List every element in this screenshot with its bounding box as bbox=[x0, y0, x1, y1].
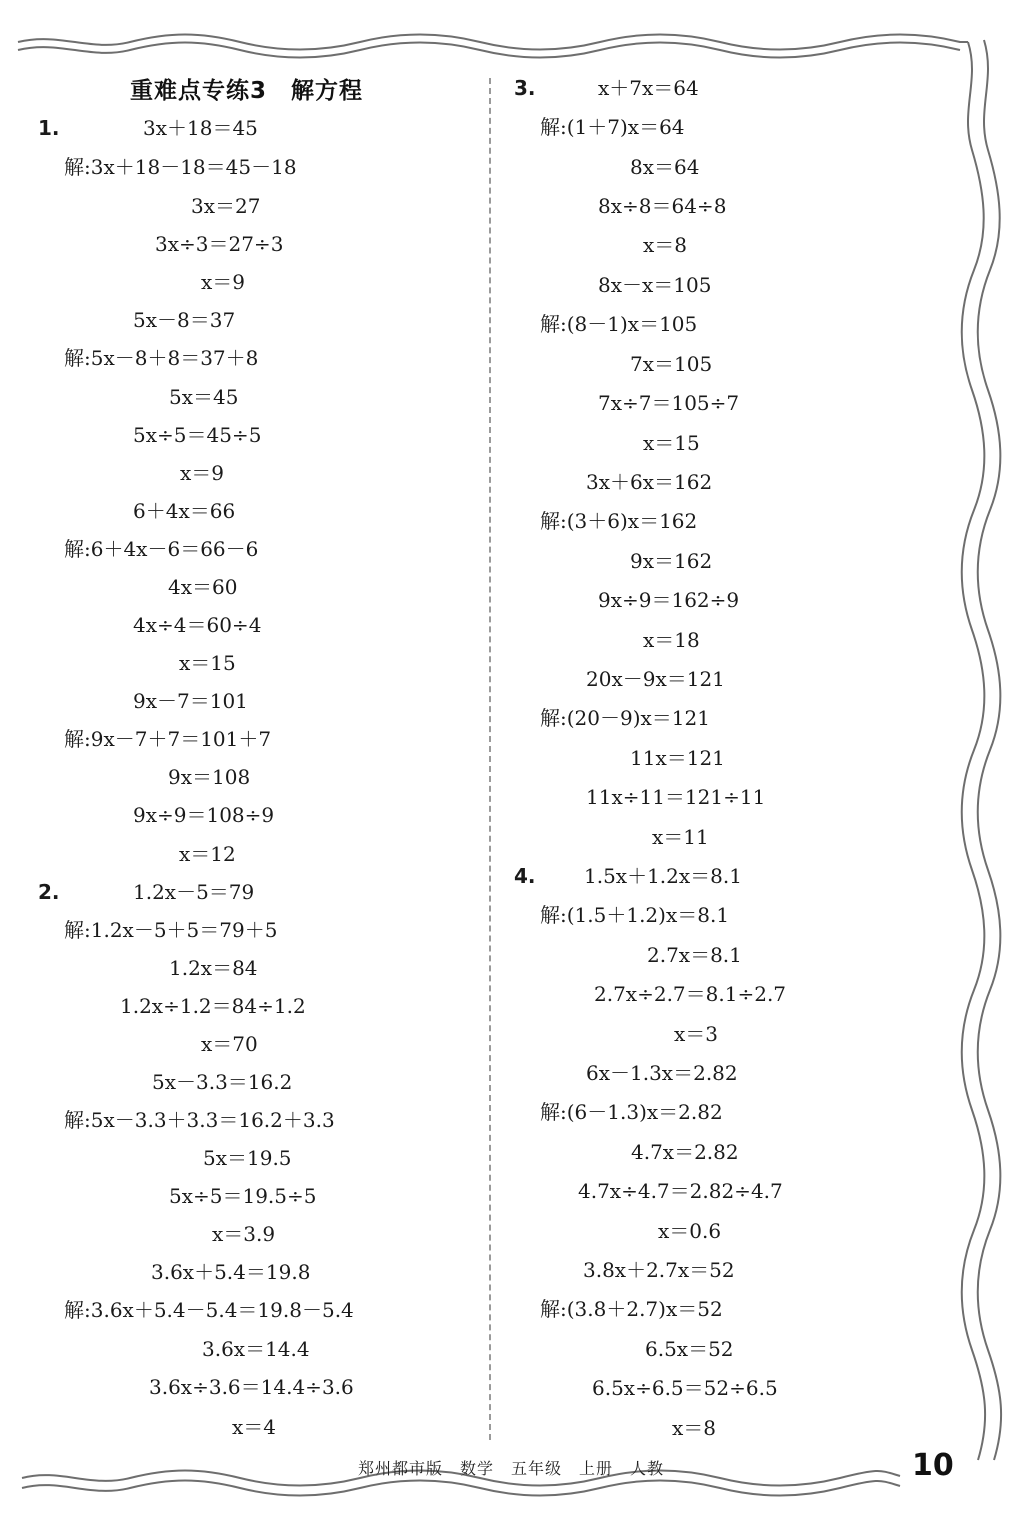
equation-line: x＝15 bbox=[643, 431, 700, 455]
equation-line: x＝12 bbox=[179, 842, 236, 866]
equation-line: 解:3.6x＋5.4－5.4＝19.8－5.4 bbox=[64, 1298, 354, 1322]
equation-line: 1.2x－5＝79 bbox=[133, 880, 255, 904]
equation-line: 解:(3＋6)x＝162 bbox=[540, 509, 698, 533]
page-number: 10 bbox=[912, 1448, 954, 1483]
equation-line: 4.7x÷4.7＝2.82÷4.7 bbox=[578, 1179, 783, 1203]
equation-line: 解:5x－3.3＋3.3＝16.2＋3.3 bbox=[64, 1108, 335, 1132]
equation-line: 5x＝19.5 bbox=[203, 1146, 292, 1170]
equation-line: x＝8 bbox=[672, 1416, 717, 1440]
equation-line: 6.5x＝52 bbox=[645, 1337, 734, 1361]
equation-line: x＝15 bbox=[179, 651, 236, 675]
equation-line: 5x－8＝37 bbox=[133, 308, 236, 332]
equation-line: 9x＝162 bbox=[630, 549, 713, 573]
equation-line: x＝9 bbox=[180, 461, 225, 485]
equation-line: 3x＋18＝45 bbox=[143, 116, 258, 140]
equation-line: 1.2x÷1.2＝84÷1.2 bbox=[120, 994, 306, 1018]
problem-number: 3. bbox=[514, 76, 536, 100]
equation-line: 9x＝108 bbox=[168, 765, 251, 789]
equation-line: 3.6x÷3.6＝14.4÷3.6 bbox=[149, 1375, 354, 1399]
equation-line: 9x÷9＝108÷9 bbox=[133, 803, 275, 827]
equation-line: 8x＝64 bbox=[630, 155, 700, 179]
equation-line: x＝9 bbox=[201, 270, 246, 294]
equation-line: x＝8 bbox=[643, 233, 688, 257]
equation-line: 2.7x＝8.1 bbox=[647, 943, 742, 967]
equation-line: 4x÷4＝60÷4 bbox=[133, 613, 262, 637]
equation-line: 6x－1.3x＝2.82 bbox=[586, 1061, 738, 1085]
equation-line: 6.5x÷6.5＝52÷6.5 bbox=[592, 1376, 778, 1400]
equation-line: 6＋4x＝66 bbox=[133, 499, 236, 523]
equation-line: x＋7x＝64 bbox=[598, 76, 699, 100]
footer-edition: 郑州都市版 数学 五年级 上册 人教 bbox=[357, 1459, 664, 1478]
equation-line: 解:(6－1.3)x＝2.82 bbox=[540, 1100, 723, 1124]
equation-line: x＝3 bbox=[674, 1022, 719, 1046]
equation-line: 5x＝45 bbox=[169, 385, 239, 409]
equation-line: 9x÷9＝162÷9 bbox=[598, 588, 740, 612]
problem-number: 2. bbox=[38, 880, 60, 904]
equation-line: 解:(20－9)x＝121 bbox=[540, 706, 710, 730]
equation-line: 解:(8－1)x＝105 bbox=[540, 312, 698, 336]
equation-line: 8x－x＝105 bbox=[598, 273, 712, 297]
equation-line: 20x－9x＝121 bbox=[586, 667, 725, 691]
equation-line: 3x÷3＝27÷3 bbox=[155, 232, 284, 256]
equation-line: 3.8x＋2.7x＝52 bbox=[583, 1258, 735, 1282]
equation-line: x＝3.9 bbox=[212, 1222, 276, 1246]
equation-line: 5x÷5＝19.5÷5 bbox=[169, 1184, 317, 1208]
equation-line: 11x＝121 bbox=[630, 746, 725, 770]
equation-line: 3.6x＋5.4＝19.8 bbox=[151, 1260, 311, 1284]
equation-line: 解:1.2x－5＋5＝79＋5 bbox=[64, 918, 278, 942]
equation-line: 7x＝105 bbox=[630, 352, 713, 376]
equation-line: 解:6＋4x－6＝66－6 bbox=[64, 537, 259, 561]
equation-line: 3x＋6x＝162 bbox=[586, 470, 713, 494]
equation-line: 解:5x－8＋8＝37＋8 bbox=[64, 346, 259, 370]
equation-line: x＝0.6 bbox=[658, 1219, 722, 1243]
equation-line: 5x－3.3＝16.2 bbox=[152, 1070, 293, 1094]
equation-line: 4x＝60 bbox=[168, 575, 238, 599]
equation-line: 4.7x＝2.82 bbox=[631, 1140, 739, 1164]
problem-number: 1. bbox=[38, 116, 60, 140]
problem-number: 4. bbox=[514, 864, 536, 888]
equation-line: x＝18 bbox=[643, 628, 700, 652]
equation-line: x＝70 bbox=[201, 1032, 258, 1056]
equation-line: 解:(3.8＋2.7)x＝52 bbox=[540, 1297, 723, 1321]
column-divider bbox=[489, 78, 491, 1440]
equation-line: 5x÷5＝45÷5 bbox=[133, 423, 262, 447]
equation-line: x＝11 bbox=[652, 825, 709, 849]
equation-line: 9x－7＝101 bbox=[133, 689, 248, 713]
equation-line: 3.6x＝14.4 bbox=[202, 1337, 310, 1361]
equation-line: 1.5x＋1.2x＝8.1 bbox=[584, 864, 742, 888]
equation-line: 1.2x＝84 bbox=[169, 956, 258, 980]
equation-line: 8x÷8＝64÷8 bbox=[598, 194, 727, 218]
equation-line: 3x＝27 bbox=[191, 194, 261, 218]
equation-line: 解:3x＋18－18＝45－18 bbox=[64, 155, 297, 179]
equation-line: 解:(1＋7)x＝64 bbox=[540, 115, 685, 139]
equation-line: 2.7x÷2.7＝8.1÷2.7 bbox=[594, 982, 787, 1006]
equation-line: 11x÷11＝121÷11 bbox=[586, 785, 766, 809]
page-title: 重难点专练3 解方程 bbox=[130, 78, 364, 104]
equation-line: 解:(1.5＋1.2)x＝8.1 bbox=[540, 903, 730, 927]
equation-line: 7x÷7＝105÷7 bbox=[598, 391, 740, 415]
equation-line: 解:9x－7＋7＝101＋7 bbox=[64, 727, 272, 751]
equation-line: x＝4 bbox=[232, 1415, 277, 1439]
